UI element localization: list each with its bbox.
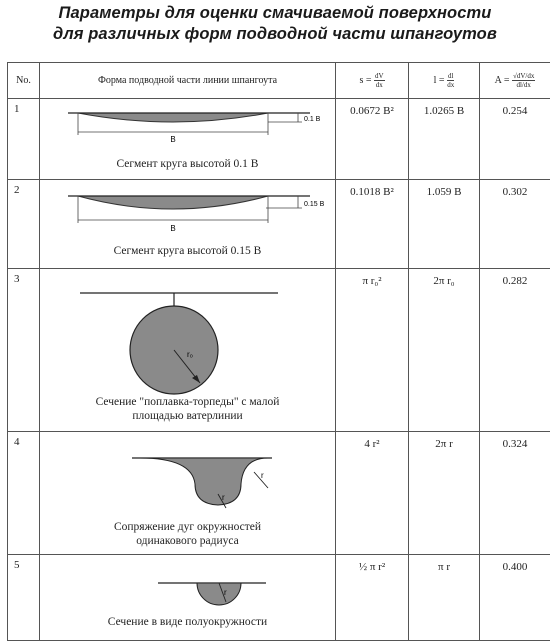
row-number: 2 <box>8 180 40 269</box>
header-s <box>336 63 409 99</box>
header-l-prefix: l = <box>433 74 445 86</box>
label-b: B <box>170 224 176 233</box>
header-a-prefix: A = <box>494 74 510 86</box>
row-l-value: 2π r₀ <box>409 269 480 432</box>
header-form: Форма подводной части линии шпангоута <box>40 63 336 99</box>
torpedo-float-diagram <box>40 269 336 395</box>
table-header-row <box>8 63 550 99</box>
row-s-value: 0.1018 B² <box>336 180 409 269</box>
label-radius-1: r <box>222 493 225 502</box>
row-figure-cell <box>40 432 336 555</box>
row-l-value: 1.059 B <box>409 180 480 269</box>
segment-015-diagram <box>40 180 336 244</box>
row-figure-cell <box>40 555 336 641</box>
row-caption-line-1: Сечение "поплавка-торпеды" с малой <box>95 396 280 408</box>
table-row <box>8 269 550 432</box>
row-number: 3 <box>8 269 40 432</box>
header-a <box>480 63 550 99</box>
label-height: 0.1 B <box>304 116 321 123</box>
header-s-num: dV <box>374 72 384 80</box>
semicircle-diagram <box>40 555 336 615</box>
row-caption-line-1: Сопряжение дуг окружностей <box>113 521 262 533</box>
row-figure-cell <box>40 269 336 432</box>
parameters-table <box>7 62 550 641</box>
row-l-value: 1.0265 B <box>409 99 480 180</box>
row-a-value: 0.324 <box>480 432 550 555</box>
row-figure-cell <box>40 99 336 180</box>
label-b: B <box>170 135 176 144</box>
row-caption-line-2: площадью ватерлинии <box>132 410 243 422</box>
header-l <box>409 63 480 99</box>
header-a-num: √dV/dx <box>512 72 535 80</box>
header-no: No. <box>8 63 40 99</box>
row-l-value: 2π r <box>409 432 480 555</box>
label-radius: r₀ <box>187 350 193 359</box>
row-number: 4 <box>8 432 40 555</box>
header-s-fraction <box>374 72 385 89</box>
row-s-value: 4 r² <box>336 432 409 555</box>
label-radius: r <box>224 588 227 597</box>
header-l-den: dx <box>447 81 455 89</box>
header-a-den: dl/dx <box>516 81 531 89</box>
row-l-value: π r <box>409 555 480 641</box>
row-a-value: 0.400 <box>480 555 550 641</box>
row-s-value: π r₀² <box>336 269 409 432</box>
table-row <box>8 555 550 641</box>
row-caption: Сечение в виде полуокружности <box>107 616 268 628</box>
row-a-value: 0.302 <box>480 180 550 269</box>
header-s-prefix: s = <box>359 74 372 86</box>
row-a-value: 0.254 <box>480 99 550 180</box>
conjugate-arcs-diagram <box>40 432 336 520</box>
table-row <box>8 180 550 269</box>
row-caption: Сегмент круга высотой 0.15 B <box>113 245 262 257</box>
row-number: 5 <box>8 555 40 641</box>
label-height: 0.15 B <box>304 201 325 208</box>
table-row <box>8 432 550 555</box>
row-number: 1 <box>8 99 40 180</box>
header-s-den: dx <box>375 81 383 89</box>
row-s-value: ½ π r² <box>336 555 409 641</box>
row-figure-cell <box>40 180 336 269</box>
row-caption: Сегмент круга высотой 0.1 B <box>116 158 259 170</box>
table-row <box>8 99 550 180</box>
header-a-fraction <box>512 72 535 89</box>
header-l-fraction <box>447 72 454 89</box>
row-a-value: 0.282 <box>480 269 550 432</box>
row-caption-line-2: одинакового радиуса <box>136 535 239 547</box>
segment-01-diagram <box>40 99 336 157</box>
header-l-num: dl <box>447 72 454 80</box>
page-title-line-1: Параметры для оценки смачиваемой поверхности <box>58 4 492 22</box>
page-title-line-2: для различных форм подводной части шпангоутов <box>53 25 497 43</box>
label-radius-2: r <box>261 471 264 480</box>
row-s-value: 0.0672 B² <box>336 99 409 180</box>
